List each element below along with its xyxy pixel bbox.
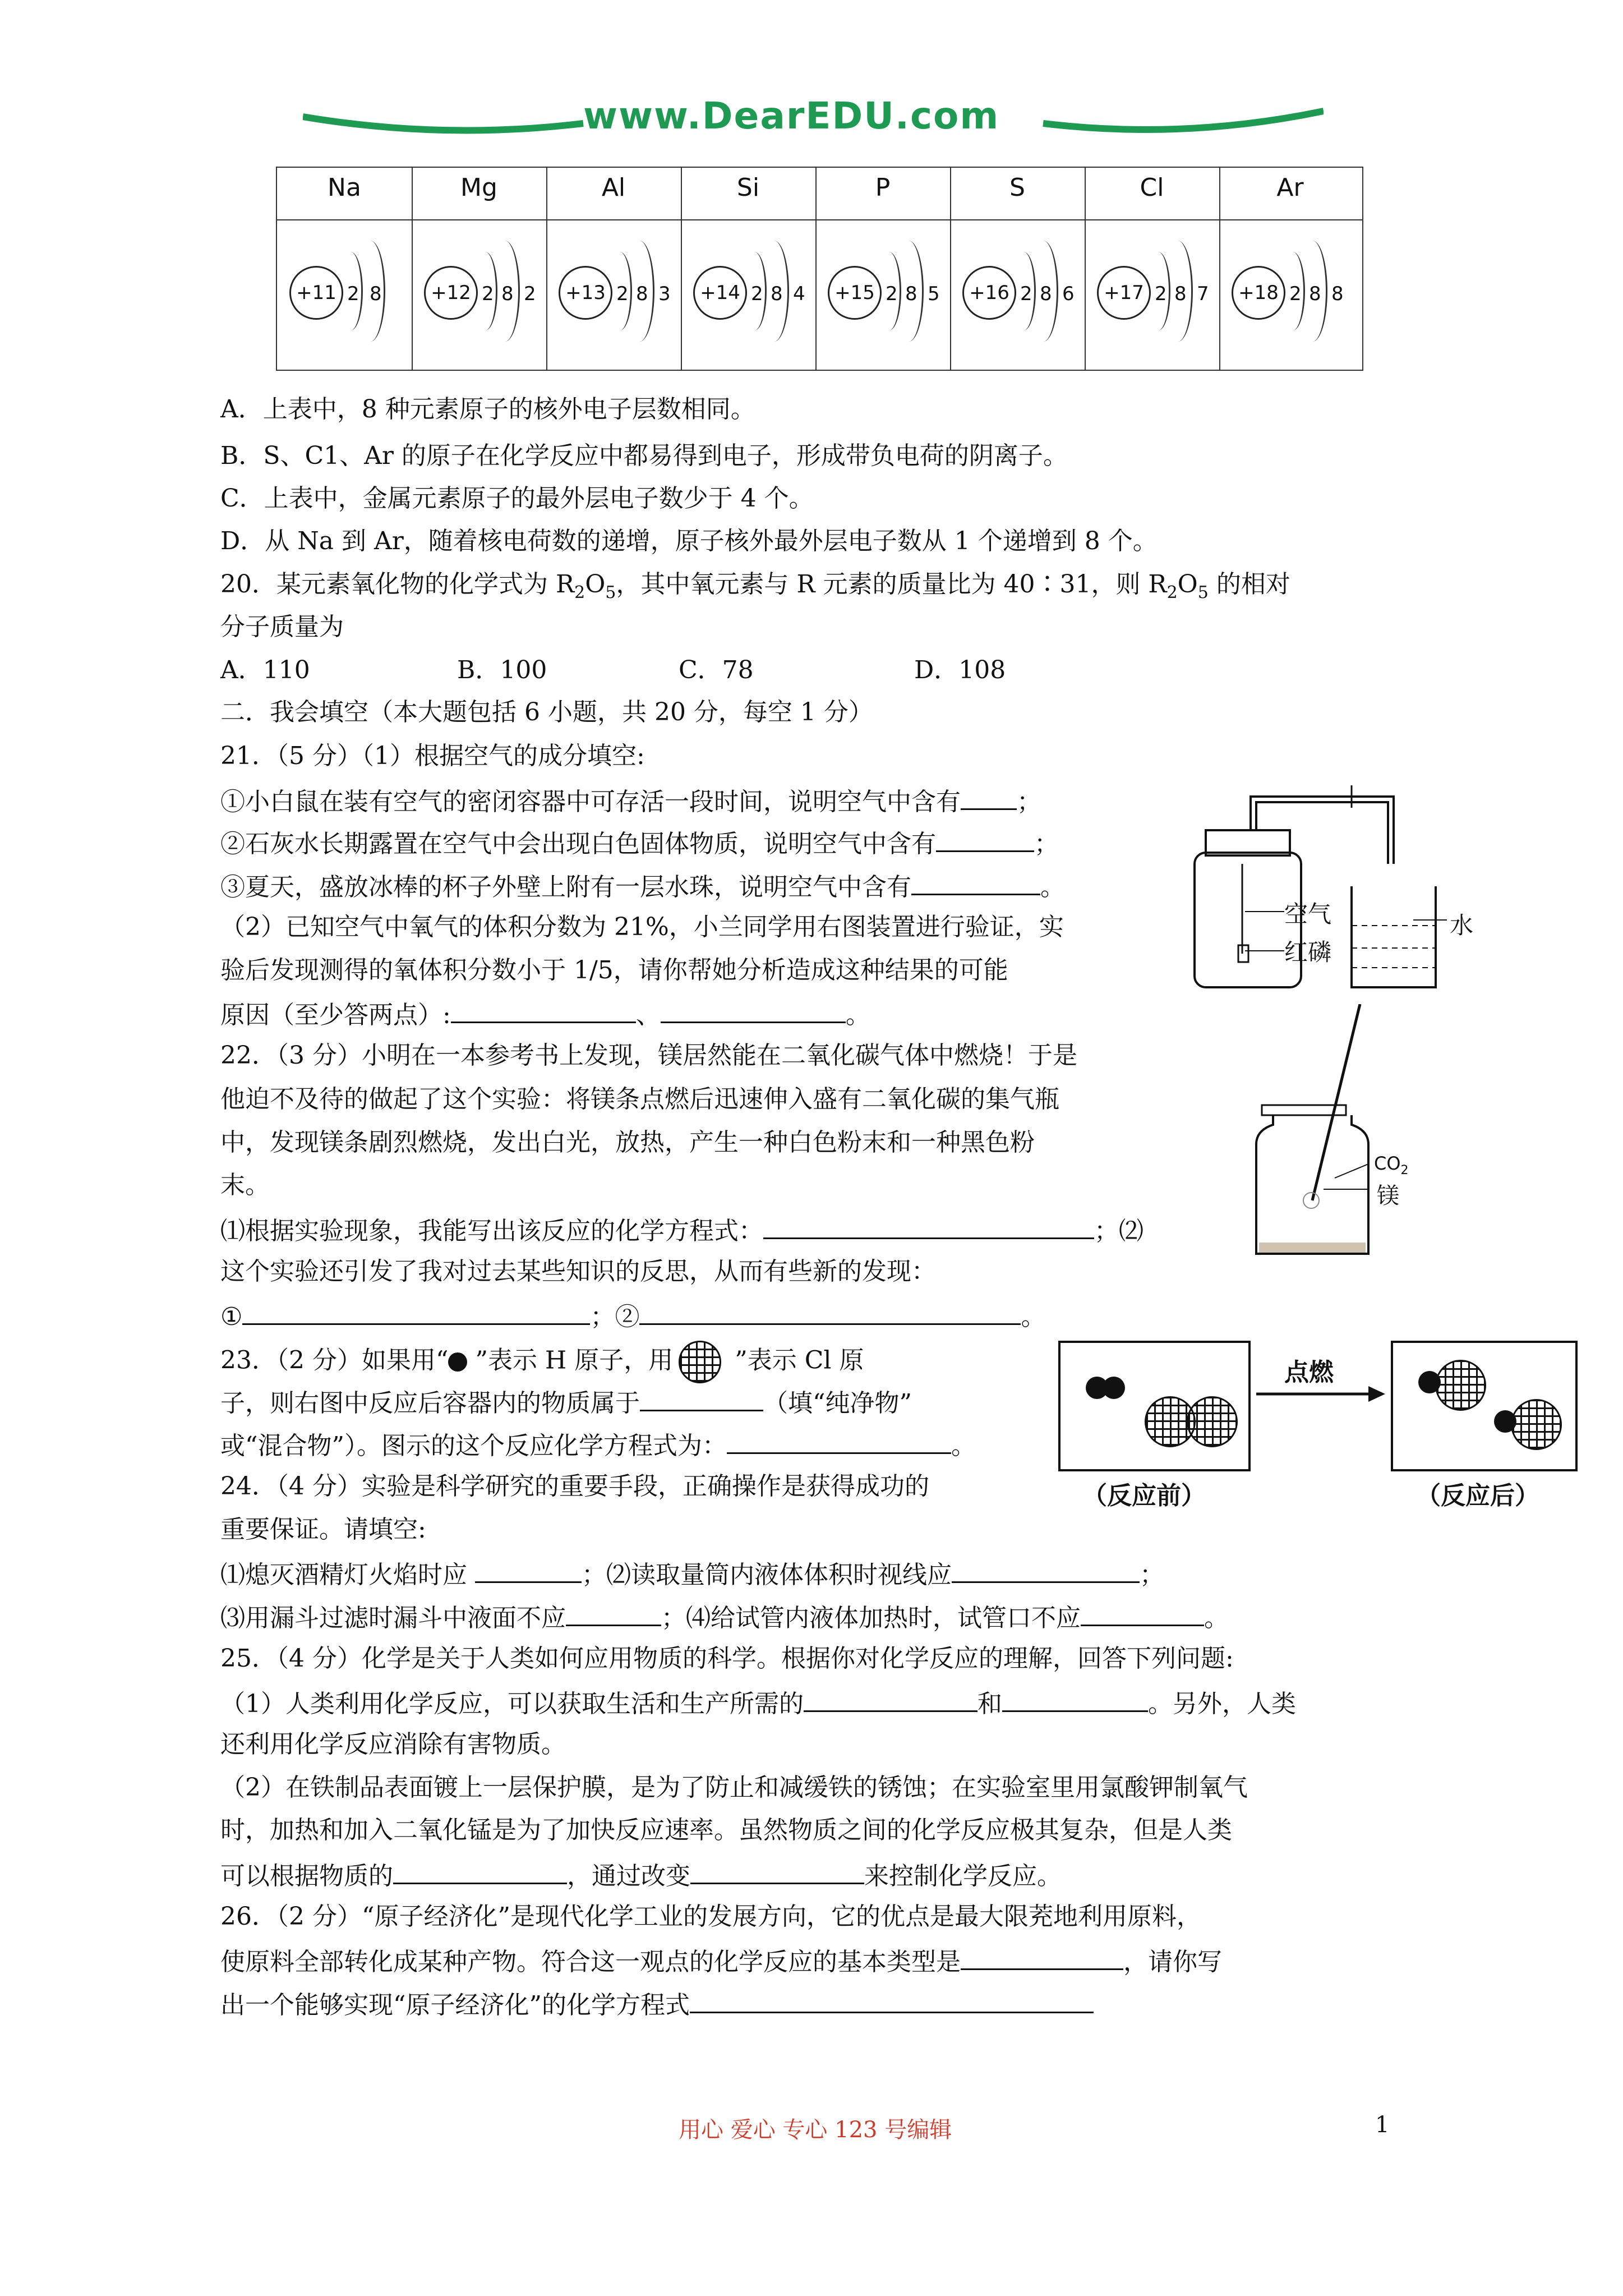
q26-line-2 [220, 1943, 1222, 1979]
answer-blank[interactable] [952, 1556, 1140, 1583]
q26-text: 使原料全部转化成某种产物。符合这一观点的化学反应的基本类型是 [220, 1948, 961, 1976]
co2-text: CO [1374, 1153, 1401, 1174]
element-symbol: Na [328, 173, 361, 202]
q26-line-1: 26．（2 分）“原子经济化”是现代化学工业的发展方向，它的优点是最大限茺地利用原料， [220, 1902, 1201, 1931]
q23-text: 23．（2 分）如果用“ [220, 1346, 449, 1375]
q19-option-a: A．上表中，8 种元素原子的核外电子层数相同。 [220, 395, 755, 424]
figure-label-mg: 镁 [1377, 1183, 1399, 1209]
shell-arc [1298, 241, 1327, 342]
q22-line-2: 他迫不及待的做起了这个实验：将镁条点燃后迅速伸入盛有二氧化碳的集气瓶 [220, 1085, 1059, 1114]
reaction-condition-label: 点燃 [1284, 1358, 1334, 1387]
q23-text: 子，则右图中反应后容器内的物质属于 [220, 1389, 640, 1418]
q21-text: 。 [845, 1001, 870, 1029]
q20-sub: 5 [605, 583, 616, 602]
shell-count: 4 [793, 283, 805, 305]
reaction-before-caption: （反应前） [1082, 1481, 1206, 1510]
shell-count: 2 [886, 283, 898, 305]
q21-text: 、 [635, 1001, 661, 1029]
cl-atom-icon [679, 1341, 721, 1383]
shell-count: 6 [1062, 283, 1075, 305]
shell-count: 8 [1040, 283, 1052, 305]
q21-line-1 [220, 783, 1041, 819]
shell-count: 8 [1331, 283, 1344, 305]
answer-blank[interactable] [763, 1212, 1094, 1239]
table-cell-ar [1219, 168, 1361, 370]
nucleus: +16 [962, 266, 1016, 320]
q25-line-1: 25．（4 分）化学是关于人类如何应用物质的科学。根据你对化学反应的理解，回答下列问题: [220, 1644, 1234, 1673]
q21-line-5: 验后发现测得的氧体积分数小于 1/5，请你帮她分析造成这种结果的可能 [220, 956, 1008, 984]
electron-shell-table [276, 167, 1363, 371]
shell-count: 8 [905, 283, 917, 305]
q19-option-c: C．上表中，金属元素原子的最外层电子数少于 4 个。 [220, 484, 814, 513]
shell-count: 8 [771, 283, 783, 305]
q22-line-6: 这个实验还引发了我对过去某些知识的反思，从而有些新的发现： [220, 1257, 936, 1286]
cl-atom-icon [1435, 1360, 1486, 1411]
shell-count: 2 [347, 283, 359, 305]
reaction-before-box [1058, 1341, 1251, 1471]
q21-line-4: （2）已知空气中氧气的体积分数为 21%，小兰同学用右图装置进行验证，实 [220, 913, 1064, 941]
table-cell-si [681, 168, 817, 370]
answer-blank[interactable] [639, 1297, 1021, 1325]
q24-line-2: 重要保证。请填空: [220, 1515, 426, 1544]
answer-blank[interactable] [475, 1556, 582, 1583]
q21-text: ③夏天，盛放冰棒的杯子外壁上附有一层水珠，说明空气中含有 [220, 873, 911, 901]
cl-atom-icon [1187, 1396, 1238, 1447]
shell-count: 2 [616, 283, 629, 305]
answer-blank[interactable] [393, 1857, 567, 1884]
q20-option-b: B．100 [457, 656, 547, 684]
table-cell-s [950, 168, 1086, 370]
shell-count: 8 [1174, 283, 1187, 305]
q21-text: ； [1017, 788, 1041, 816]
figure-label-water: 水 [1450, 912, 1474, 939]
q23-text: 。 [951, 1432, 976, 1460]
q19-option-d: D．从 Na 到 Ar，随着核电荷数的递增，原子核外最外层电子数从 1 个递增到 8 个。 [220, 527, 1158, 555]
q21-line-3 [220, 868, 1065, 904]
q25-line-4: （2）在铁制品表面镀上一层保护膜，是为了防止和减缓铁的锈蚀；在实验室里用氯酸钾制氧气 [220, 1773, 1248, 1802]
reaction-arrow-icon [1256, 1383, 1385, 1405]
q25-text: 和 [978, 1690, 1002, 1718]
figure-label-co2 [1374, 1153, 1409, 1177]
answer-blank[interactable] [936, 825, 1034, 852]
q20-sub: 5 [1197, 583, 1209, 602]
q22-line-7 [220, 1297, 1045, 1334]
shell-arc [894, 241, 924, 342]
q25-text: 可以根据物质的 [220, 1862, 393, 1890]
q24-text: ⑶用漏斗过滤时漏斗中液面不应 [220, 1604, 566, 1632]
answer-blank[interactable] [690, 1986, 1094, 2013]
q22-text: ① [220, 1303, 243, 1331]
cl-atom-icon [1511, 1399, 1562, 1450]
answer-blank[interactable] [690, 1857, 864, 1884]
answer-blank[interactable] [961, 1943, 1123, 1970]
q24-text: ； [1140, 1561, 1164, 1589]
reaction-after-box [1391, 1341, 1578, 1471]
nucleus: +13 [559, 266, 612, 320]
q20-stem-2: 分子质量为 [220, 613, 344, 641]
q24-text: 。 [1204, 1604, 1229, 1632]
nucleus: +17 [1097, 266, 1151, 320]
nucleus: +14 [693, 266, 747, 320]
q21-line-2 [220, 825, 1059, 861]
table-cell-al [546, 168, 682, 370]
q22-text: 。 [1021, 1303, 1046, 1331]
q22-line-5 [220, 1212, 1144, 1248]
shell-count: 8 [370, 283, 382, 305]
shell-count: 7 [1197, 283, 1209, 305]
q23-line-1 [220, 1341, 864, 1383]
gas-jar-figure [1251, 1004, 1419, 1268]
figure-label-phosphorus: 红磷 [1284, 938, 1332, 966]
air-oxygen-apparatus-figure [1189, 785, 1486, 999]
q20-option-d: D．108 [914, 656, 1006, 684]
q24-line-1: 24．（4 分）实验是科学研究的重要手段，正确操作是获得成功的 [220, 1472, 929, 1501]
answer-blank[interactable] [961, 783, 1017, 810]
q24-text: ⑴熄灭酒精灯火焰时应 [220, 1561, 475, 1589]
shell-count: 3 [658, 283, 671, 305]
q24-line-4 [220, 1599, 1229, 1635]
answer-blank[interactable] [911, 868, 1040, 895]
page-number: 1 [1375, 2112, 1390, 2138]
q20-option-a: A．110 [220, 656, 310, 684]
answer-blank[interactable] [1081, 1599, 1204, 1626]
q22-text: ；⑵ [1094, 1217, 1144, 1245]
q26-line-3 [220, 1986, 1094, 2022]
section-2-heading: 二．我会填空（本大题包括 6 小题，共 20 分，每空 1 分） [220, 698, 873, 726]
shell-arc [356, 241, 385, 342]
shell-arc [759, 241, 789, 342]
q25-text: 来控制化学反应。 [864, 1862, 1062, 1890]
q20-text: O [1177, 570, 1198, 599]
q24-text: ；⑵读取量筒内液体体积时视线应 [582, 1561, 952, 1589]
q25-line-2 [220, 1685, 1296, 1721]
element-symbol: P [875, 173, 891, 202]
q21-text: 。 [1040, 873, 1065, 901]
answer-blank[interactable] [727, 1427, 951, 1454]
q20-text: ，其中氧元素与 R 元素的质量比为 40∶31，则 R [616, 570, 1167, 599]
co2-sub: 2 [1400, 1163, 1409, 1177]
element-symbol: S [1009, 173, 1025, 202]
q23-text: （填“纯净物” [763, 1389, 912, 1418]
h-atom-icon [1103, 1377, 1125, 1399]
q22-text: ；② [590, 1303, 640, 1331]
shell-arc [490, 241, 520, 342]
answer-blank[interactable] [566, 1599, 661, 1626]
element-symbol: Mg [460, 173, 497, 202]
q21-title: 21．（5 分）（1）根据空气的成分填空: [220, 742, 645, 770]
q24-line-3 [220, 1556, 1164, 1592]
q21-text: 原因（至少答两点）: [220, 1001, 451, 1029]
q21-text: ②石灰水长期露置在空气中会出现白色固体物质，说明空气中含有 [220, 830, 936, 858]
table-cell-na [277, 168, 413, 370]
shell-count: 2 [482, 283, 494, 305]
q20-text: 20．某元素氧化物的化学式为 R [220, 570, 575, 599]
q23-line-3 [220, 1427, 976, 1463]
q23-text: 或“混合物”）。图示的这个反应化学方程式为： [220, 1432, 727, 1460]
q19-option-b: B．S、C1、Ar 的原子在化学反应中都易得到电子，形成带负电荷的阴离子。 [220, 441, 1068, 470]
q24-text: ；⑷给试管内液体加热时，试管口不应 [661, 1604, 1081, 1632]
shell-count: 2 [524, 283, 536, 305]
site-header: www.DearEDU.com [583, 94, 1000, 137]
shell-count: 2 [751, 283, 763, 305]
q21-text: ①小白鼠在装有空气的密闭容器中可存活一段时间，说明空气中含有 [220, 788, 961, 816]
q26-text: 出一个能够实现“原子经济化”的化学方程式 [220, 1991, 690, 2019]
q23-line-2 [220, 1384, 912, 1420]
q22-line-4: 末。 [220, 1171, 270, 1199]
q25-text: ，通过改变 [567, 1862, 690, 1890]
h-atom-icon [448, 1352, 467, 1372]
q21-line-6 [220, 996, 870, 1032]
table-cell-cl [1085, 168, 1220, 370]
shell-count: 8 [501, 283, 514, 305]
q26-text: ，请你写 [1123, 1948, 1222, 1976]
answer-blank[interactable] [451, 996, 636, 1023]
q25-line-6 [220, 1857, 1062, 1893]
answer-blank[interactable] [640, 1384, 763, 1411]
q20-option-c: C．78 [679, 656, 754, 684]
page-footer: 用心 爱心 专心 123 号编辑 [679, 2117, 952, 2143]
nucleus: +18 [1232, 266, 1285, 320]
q25-text: （1）人类利用化学反应，可以获取生活和生产所需的 [220, 1690, 804, 1718]
nucleus: +15 [828, 266, 882, 320]
q20-text: O [585, 570, 606, 599]
q25-line-5: 时，加热和加入二氧化锰是为了加快反应速率。虽然物质之间的化学反应极其复杂，但是人类 [220, 1816, 1232, 1844]
nucleus: +11 [289, 266, 343, 320]
table-cell-mg [412, 168, 547, 370]
q20-sub: 2 [1166, 583, 1178, 602]
shell-count: 8 [636, 283, 648, 305]
q22-line-1: 22．（3 分）小明在一本参考书上发现，镁居然能在二氧化碳气体中燃烧！于是 [220, 1041, 1077, 1070]
q20-stem [220, 568, 1290, 610]
q22-text: ⑴根据实验现象，我能写出该反应的化学方程式： [220, 1217, 763, 1245]
shell-arc [1029, 241, 1058, 342]
q20-sub: 2 [574, 583, 585, 602]
shell-count: 2 [1020, 283, 1032, 305]
answer-blank[interactable] [804, 1685, 978, 1712]
figure-label-air: 空气 [1284, 900, 1332, 928]
answer-blank[interactable] [1002, 1685, 1148, 1712]
element-symbol: Ar [1276, 173, 1304, 202]
q23-text: ”表示 Cl 原 [727, 1346, 864, 1375]
shell-count: 2 [1289, 283, 1302, 305]
answer-blank[interactable] [661, 996, 846, 1023]
shell-count: 5 [928, 283, 940, 305]
q25-text: 。另外，人类 [1148, 1690, 1296, 1718]
q22-line-3: 中，发现镁条剧烈燃烧，发出白光，放热，产生一种白色粉末和一种黑色粉 [220, 1128, 1035, 1157]
q25-line-3: 还利用化学反应消除有害物质。 [220, 1730, 566, 1759]
shell-count: 8 [1309, 283, 1321, 305]
q20-text: 的相对 [1208, 570, 1290, 599]
table-cell-p [815, 168, 951, 370]
shell-arc [625, 241, 654, 342]
reaction-after-caption: （反应后） [1416, 1481, 1539, 1510]
element-symbol: Al [601, 173, 626, 202]
element-symbol: Si [736, 173, 760, 202]
shell-count: 2 [1155, 283, 1167, 305]
q21-text: ； [1034, 830, 1059, 858]
shell-arc [1163, 241, 1193, 342]
nucleus: +12 [424, 266, 478, 320]
answer-blank[interactable] [242, 1297, 590, 1325]
q23-text: ”表示 H 原子，用 [467, 1346, 674, 1375]
element-symbol: Cl [1140, 173, 1164, 202]
